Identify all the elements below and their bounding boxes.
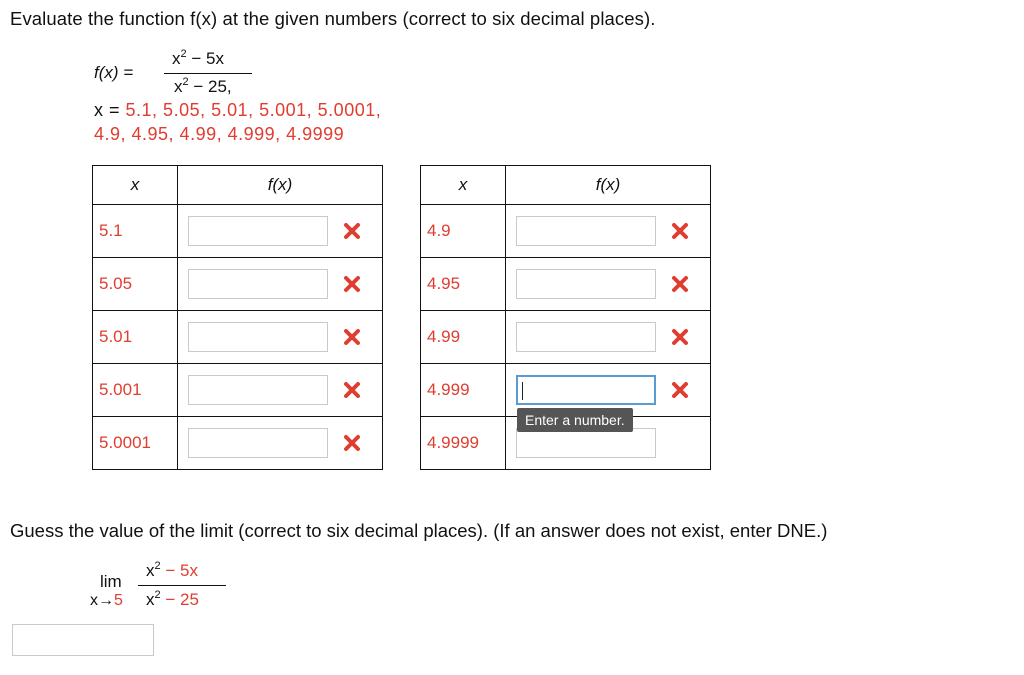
table-row (421, 258, 711, 311)
fraction-bar (164, 73, 252, 74)
limit-fraction-bar (138, 585, 226, 586)
limit-numerator (146, 561, 198, 581)
x-value: 4.99 (421, 311, 506, 364)
fx-cell (506, 258, 711, 311)
x-values-line-1 (94, 100, 381, 121)
fx-input[interactable] (188, 269, 328, 299)
den-rest: − 25 (188, 77, 227, 96)
incorrect-x-icon (342, 380, 362, 400)
incorrect-x-icon (342, 327, 362, 347)
header-fx: f(x) (506, 166, 711, 205)
text-caret (522, 382, 523, 400)
num-base: x (146, 561, 155, 580)
fx-input[interactable] (516, 428, 656, 458)
x-value: 5.1 (93, 205, 178, 258)
function-comma: , (226, 77, 232, 96)
x-value: 4.999 (421, 364, 506, 417)
fx-cell (178, 258, 383, 311)
table-row (93, 205, 383, 258)
fx-input[interactable] (188, 216, 328, 246)
fx-cell (178, 205, 383, 258)
incorrect-x-icon (670, 274, 690, 294)
limit-denominator (146, 590, 199, 610)
num-rest: − 5x (160, 561, 198, 580)
function-denominator (174, 77, 232, 97)
fx-cell (506, 205, 711, 258)
lim-subscript (90, 592, 123, 610)
fx-cell (506, 311, 711, 364)
x-value: 4.95 (421, 258, 506, 311)
incorrect-x-icon (342, 274, 362, 294)
den-base: x (146, 590, 155, 609)
fx-input[interactable] (516, 322, 656, 352)
limit-prompt: Guess the value of the limit (correct to six decimal places). (If an answer does not exist, enter DNE.) (10, 520, 828, 541)
lim-var: x (90, 592, 98, 609)
num-exp: 2 (154, 560, 161, 572)
fx-cell (178, 417, 383, 470)
x-values-list-1: 5.1, 5.05, 5.01, 5.001, 5.0001, (125, 100, 382, 120)
x-values-prefix: x = (94, 100, 121, 120)
lim-value: 5 (114, 592, 123, 609)
table-row (93, 364, 383, 417)
header-x: x (421, 166, 506, 205)
num-rest: − 5x (186, 49, 224, 68)
fx-cell (178, 364, 383, 417)
fx-input[interactable] (188, 375, 328, 405)
den-rest: − 25 (160, 590, 199, 609)
fx-input[interactable] (516, 216, 656, 246)
x-value: 5.01 (93, 311, 178, 364)
den-base: x (174, 77, 183, 96)
den-exp: 2 (154, 589, 161, 601)
fx-input[interactable] (516, 269, 656, 299)
incorrect-x-icon (342, 221, 362, 241)
x-value: 5.001 (93, 364, 178, 417)
num-exp: 2 (180, 48, 187, 60)
incorrect-x-icon (670, 380, 690, 400)
header-fx: f(x) (178, 166, 383, 205)
table-row (421, 205, 711, 258)
x-value: 5.05 (93, 258, 178, 311)
incorrect-x-icon (670, 327, 690, 347)
question-prompt: Evaluate the function f(x) at the given numbers (correct to six decimal places). (10, 8, 656, 29)
function-numerator (172, 49, 224, 69)
table-row (93, 311, 383, 364)
x-value: 4.9999 (421, 417, 506, 470)
fx-cell (178, 311, 383, 364)
limit-answer-input[interactable] (12, 624, 154, 656)
function-label: f(x) = (94, 63, 134, 82)
input-tooltip: Enter a number. (517, 408, 633, 432)
arrow-icon: → (98, 592, 114, 609)
table-row (421, 311, 711, 364)
x-value: 4.9 (421, 205, 506, 258)
header-x: x (93, 166, 178, 205)
den-exp: 2 (182, 76, 189, 88)
fx-input[interactable] (188, 322, 328, 352)
fx-input-focused[interactable] (516, 375, 656, 405)
lim-word: lim (100, 572, 122, 591)
x-values-line-2: 4.9, 4.95, 4.99, 4.999, 4.9999 (94, 124, 345, 144)
num-base: x (172, 49, 181, 68)
incorrect-x-icon (670, 221, 690, 241)
incorrect-x-icon (342, 433, 362, 453)
x-value: 5.0001 (93, 417, 178, 470)
table-left (92, 165, 383, 470)
fx-input[interactable] (188, 428, 328, 458)
table-row (93, 417, 383, 470)
table-row (93, 258, 383, 311)
